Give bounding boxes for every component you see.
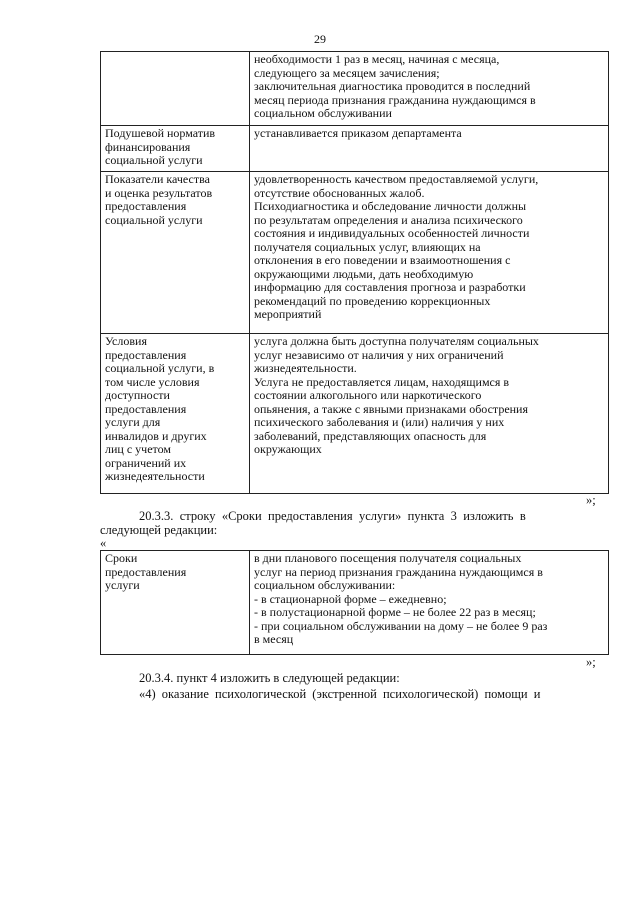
label-line: лиц с учетом [105,442,171,456]
label-line: Сроки [105,551,138,565]
table-row [101,126,609,172]
cell-line: устанавливается приказом департамента [254,126,462,140]
row-value-cell [250,172,609,334]
cell-line: заключительная диагностика проводится в последний [254,79,531,93]
cell-line: социальном обслуживании [254,106,392,120]
label-line: предоставления [105,199,187,213]
label-line: Подушевой норматив [105,126,216,140]
label-line: услуги [105,578,140,592]
cell-line: социальном обслуживании: [254,578,396,592]
cell-line: отсутствие обоснованных жалоб. [254,185,425,200]
label-line: доступности [105,388,170,402]
cell-line: в месяц [254,632,294,646]
cell-line: состоянии алкогольного или наркотического [254,388,482,402]
label-line: социальной услуги [105,153,203,167]
closing-quote-mark: »; [586,493,596,507]
cell-line: услуг на период признания гражданина нуждающимся в [254,564,543,579]
service-terms-table [100,550,609,655]
label-line: том числе условия [105,374,200,389]
cell-line: заболеваний, представляющих опасность для [254,428,487,443]
cell-line: услуг независимо от наличия у них ограничений [254,347,504,362]
row-value-cell [250,52,609,126]
paragraph-20-3-4: 20.3.4. пункт 4 изложить в следующей редакции: [139,671,400,685]
closing-quote-mark: »; [586,655,596,669]
table-row [101,52,609,126]
label-line: инвалидов и других [105,428,207,443]
table-row [101,551,609,655]
cell-line: - при социальном обслуживании на дому – не более 9 раз [254,618,548,633]
paragraph-20-3-3-cont [100,523,217,538]
row-label-cell [101,334,250,494]
cell-line: Услуга не предоставляется лицам, находящимся в [254,374,510,389]
row-label-cell [101,52,250,126]
label-line: финансирования [105,139,191,154]
services-table [100,51,609,494]
cell-line: услуга должна быть доступна получателям социальных [254,334,539,348]
cell-line: - в полустационарной форме – не более 22 раз в месяц; [254,605,536,619]
cell-line: рекомендаций по проведению коррекционных [254,293,491,308]
label-line: предоставления [105,347,187,362]
cell-line: месяц периода признания гражданина нуждающимся в [254,92,536,107]
cell-line: состояния и индивидуальных особенностей личности [254,226,530,240]
row-label-cell [101,172,250,334]
cell-line: необходимости 1 раз в месяц, начиная с месяца, [254,52,500,66]
cell-line: информацию для составления прогноза и разработки [254,280,526,294]
paragraph-item-4: «4) оказание психологической (экстренной психологической) помощи и [139,687,541,701]
paragraph-line: 20.3.3. строку «Сроки предоставления услуги» пункта 3 изложить в [139,509,526,523]
page-number: 29 [314,32,326,46]
cell-line: опьянения, а также с явными признаками обострения [254,401,529,416]
label-line: ограничений их [105,455,187,470]
row-label-cell [101,126,250,172]
label-line: услуги для [105,415,161,429]
opening-quote-mark: « [100,536,107,550]
table-row [101,172,609,334]
row-value-cell [250,334,609,494]
cell-line: окружающих [254,442,322,456]
cell-line: жизнедеятельности. [254,361,357,375]
label-line: Условия [105,334,147,348]
label-line: Показатели качества [105,172,210,186]
cell-line: удовлетворенность качеством предоставляемой услуги, [254,172,539,186]
label-line: предоставления [105,401,187,416]
paragraph-line: следующей редакции: [100,523,218,537]
cell-line: мероприятий [254,307,322,321]
cell-line: - в стационарной форме – ежедневно; [254,591,447,606]
paragraph-20-3-3 [139,509,526,524]
cell-line: окружающими людьми, дать необходимую [254,266,474,281]
label-line: и оценка результатов [105,185,213,200]
label-line: жизнедеятельности [105,469,205,483]
label-line: предоставления [105,564,187,579]
cell-line: психического заболевания и (или) наличия у них [254,415,505,429]
label-line: социальной услуги [105,212,203,227]
table-row [101,334,609,494]
cell-line: Психодиагностика и обследование личности должны [254,199,527,213]
row-label-cell [101,551,250,655]
cell-line: по результатам определения и анализа психического [254,212,523,227]
row-value-cell [250,551,609,655]
cell-line: следующего за месяцем зачисления; [254,65,440,80]
label-line: социальной услуги, в [105,361,215,375]
row-value-cell [250,126,609,172]
cell-line: в дни планового посещения получателя социальных [254,551,522,565]
cell-line: отклонения в его поведении и взаимоотношения с [254,253,511,267]
cell-line: получателя социальных услуг, влияющих на [254,239,481,254]
